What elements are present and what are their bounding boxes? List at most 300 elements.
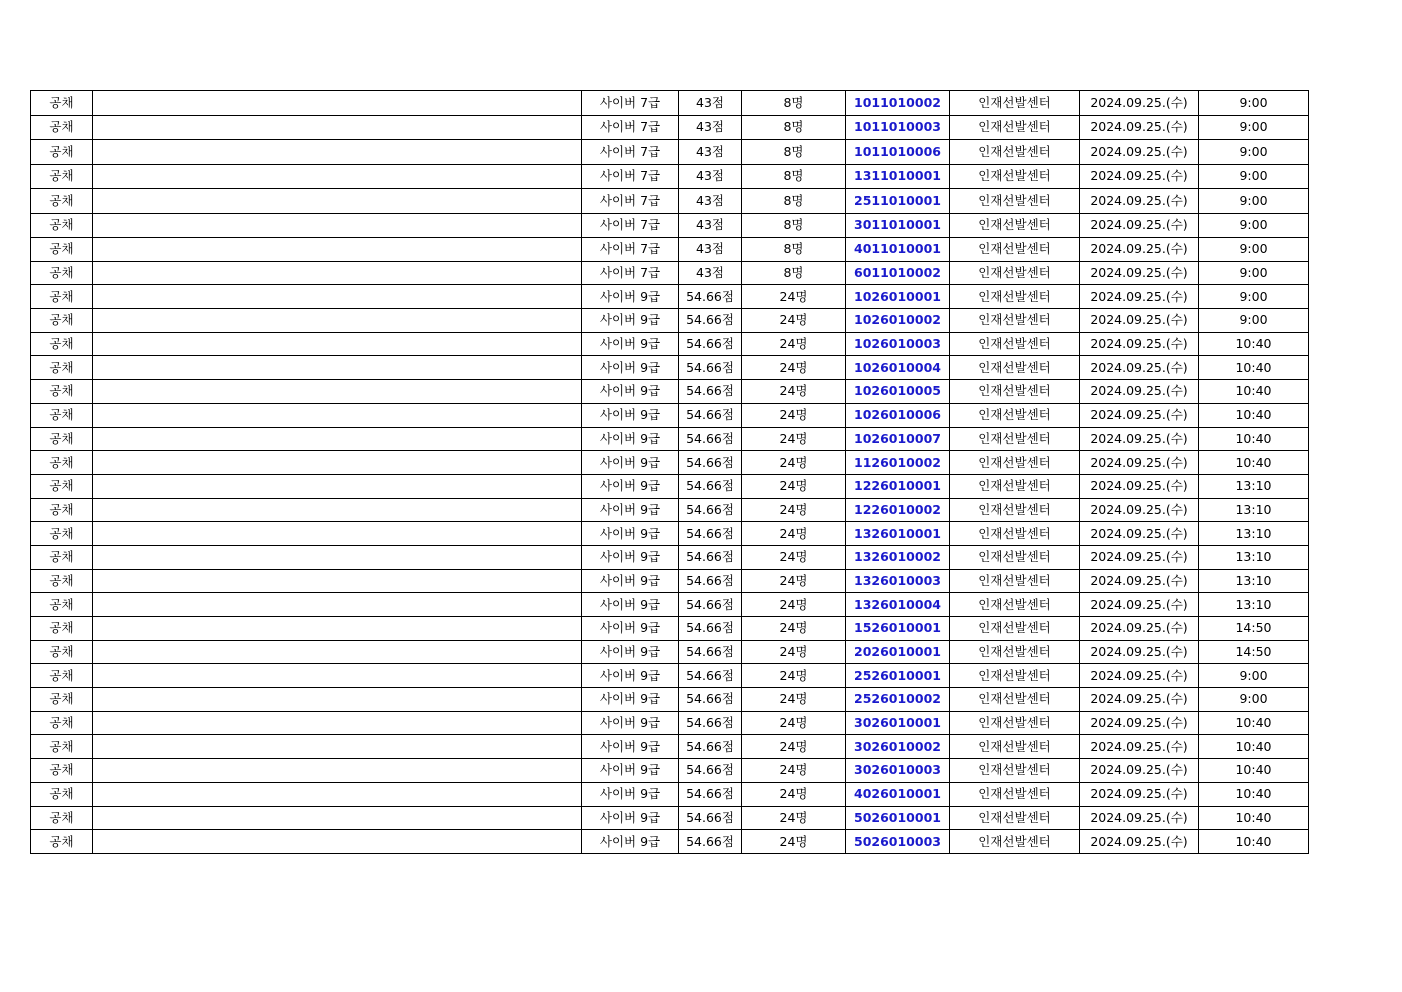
table-row	[31, 380, 1309, 404]
exam-code-cell: 1026010003	[846, 332, 950, 356]
exam-code-cell: 3026010002	[846, 735, 950, 759]
count-cell: 24명	[742, 451, 846, 475]
blank-cell	[93, 830, 582, 854]
exam-code-cell: 1011010006	[846, 140, 950, 165]
cutoff-score-cell: 54.66점	[679, 569, 742, 593]
grade-cell: 사이버 9급	[582, 427, 679, 451]
center-cell: 인재선발센터	[950, 711, 1080, 735]
grade-cell: 사이버 9급	[582, 593, 679, 617]
grade-cell: 사이버 9급	[582, 569, 679, 593]
exam-code-cell: 1326010002	[846, 545, 950, 569]
count-cell: 24명	[742, 759, 846, 783]
grade-cell: 사이버 9급	[582, 545, 679, 569]
grade-cell: 사이버 7급	[582, 189, 679, 214]
blank-cell	[93, 617, 582, 641]
center-cell: 인재선발센터	[950, 545, 1080, 569]
cutoff-score-cell: 43점	[679, 164, 742, 189]
count-cell: 8명	[742, 140, 846, 165]
exam-code-cell: 1326010001	[846, 522, 950, 546]
table-row	[31, 356, 1309, 380]
blank-cell	[93, 688, 582, 712]
recruit-type-cell: 공채	[31, 164, 93, 189]
table-row	[31, 238, 1309, 262]
count-cell: 24명	[742, 285, 846, 309]
date-cell: 2024.09.25.(수)	[1080, 830, 1199, 854]
count-cell: 24명	[742, 735, 846, 759]
blank-cell	[93, 451, 582, 475]
exam-code-cell: 1026010005	[846, 380, 950, 404]
cutoff-score-cell: 43점	[679, 189, 742, 214]
time-cell: 10:40	[1199, 735, 1309, 759]
date-cell: 2024.09.25.(수)	[1080, 451, 1199, 475]
date-cell: 2024.09.25.(수)	[1080, 115, 1199, 140]
recruit-type-cell: 공채	[31, 640, 93, 664]
date-cell: 2024.09.25.(수)	[1080, 640, 1199, 664]
blank-cell	[93, 569, 582, 593]
time-cell: 9:00	[1199, 213, 1309, 238]
grade-cell: 사이버 9급	[582, 332, 679, 356]
exam-code-cell: 1226010001	[846, 474, 950, 498]
center-cell: 인재선발센터	[950, 569, 1080, 593]
time-cell: 13:10	[1199, 474, 1309, 498]
center-cell: 인재선발센터	[950, 309, 1080, 333]
recruit-type-cell: 공채	[31, 830, 93, 854]
center-cell: 인재선발센터	[950, 238, 1080, 262]
count-cell: 24명	[742, 403, 846, 427]
recruit-type-cell: 공채	[31, 309, 93, 333]
grade-cell: 사이버 9급	[582, 711, 679, 735]
recruit-type-cell: 공채	[31, 285, 93, 309]
blank-cell	[93, 664, 582, 688]
cutoff-score-cell: 54.66점	[679, 545, 742, 569]
cutoff-score-cell: 54.66점	[679, 309, 742, 333]
count-cell: 8명	[742, 261, 846, 285]
center-cell: 인재선발센터	[950, 261, 1080, 285]
count-cell: 24명	[742, 640, 846, 664]
exam-code-cell: 1011010002	[846, 91, 950, 116]
cutoff-score-cell: 54.66점	[679, 688, 742, 712]
count-cell: 24명	[742, 617, 846, 641]
recruit-type-cell: 공채	[31, 474, 93, 498]
date-cell: 2024.09.25.(수)	[1080, 782, 1199, 806]
table-row	[31, 782, 1309, 806]
time-cell: 14:50	[1199, 640, 1309, 664]
cutoff-score-cell: 54.66점	[679, 759, 742, 783]
table-row	[31, 498, 1309, 522]
table-row	[31, 140, 1309, 165]
date-cell: 2024.09.25.(수)	[1080, 474, 1199, 498]
table-row	[31, 617, 1309, 641]
date-cell: 2024.09.25.(수)	[1080, 735, 1199, 759]
blank-cell	[93, 332, 582, 356]
cutoff-score-cell: 43점	[679, 115, 742, 140]
center-cell: 인재선발센터	[950, 356, 1080, 380]
date-cell: 2024.09.25.(수)	[1080, 332, 1199, 356]
recruit-type-cell: 공채	[31, 140, 93, 165]
center-cell: 인재선발센터	[950, 522, 1080, 546]
date-cell: 2024.09.25.(수)	[1080, 356, 1199, 380]
grade-cell: 사이버 7급	[582, 115, 679, 140]
time-cell: 9:00	[1199, 189, 1309, 214]
time-cell: 9:00	[1199, 688, 1309, 712]
blank-cell	[93, 759, 582, 783]
recruit-type-cell: 공채	[31, 688, 93, 712]
grade-cell: 사이버 9급	[582, 782, 679, 806]
count-cell: 8명	[742, 189, 846, 214]
results-table	[30, 90, 1309, 854]
exam-code-cell: 2511010001	[846, 189, 950, 214]
date-cell: 2024.09.25.(수)	[1080, 164, 1199, 189]
blank-cell	[93, 782, 582, 806]
exam-code-cell: 1026010007	[846, 427, 950, 451]
center-cell: 인재선발센터	[950, 759, 1080, 783]
grade-cell: 사이버 9급	[582, 285, 679, 309]
date-cell: 2024.09.25.(수)	[1080, 711, 1199, 735]
center-cell: 인재선발센터	[950, 735, 1080, 759]
cutoff-score-cell: 54.66점	[679, 735, 742, 759]
exam-code-cell: 3026010001	[846, 711, 950, 735]
cutoff-score-cell: 54.66점	[679, 617, 742, 641]
grade-cell: 사이버 7급	[582, 164, 679, 189]
time-cell: 10:40	[1199, 356, 1309, 380]
recruit-type-cell: 공채	[31, 427, 93, 451]
table-row	[31, 164, 1309, 189]
table-row	[31, 640, 1309, 664]
center-cell: 인재선발센터	[950, 213, 1080, 238]
count-cell: 24명	[742, 522, 846, 546]
date-cell: 2024.09.25.(수)	[1080, 569, 1199, 593]
date-cell: 2024.09.25.(수)	[1080, 498, 1199, 522]
blank-cell	[93, 593, 582, 617]
center-cell: 인재선발센터	[950, 140, 1080, 165]
recruit-type-cell: 공채	[31, 356, 93, 380]
cutoff-score-cell: 43점	[679, 140, 742, 165]
table-row	[31, 403, 1309, 427]
cutoff-score-cell: 43점	[679, 238, 742, 262]
recruit-type-cell: 공채	[31, 238, 93, 262]
center-cell: 인재선발센터	[950, 332, 1080, 356]
time-cell: 13:10	[1199, 569, 1309, 593]
grade-cell: 사이버 9급	[582, 451, 679, 475]
count-cell: 24명	[742, 688, 846, 712]
recruit-type-cell: 공채	[31, 545, 93, 569]
recruit-type-cell: 공채	[31, 261, 93, 285]
recruit-type-cell: 공채	[31, 189, 93, 214]
time-cell: 10:40	[1199, 403, 1309, 427]
grade-cell: 사이버 9급	[582, 309, 679, 333]
center-cell: 인재선발센터	[950, 427, 1080, 451]
blank-cell	[93, 213, 582, 238]
exam-code-cell: 1326010003	[846, 569, 950, 593]
cutoff-score-cell: 54.66점	[679, 380, 742, 404]
blank-cell	[93, 91, 582, 116]
recruit-type-cell: 공채	[31, 522, 93, 546]
grade-cell: 사이버 7급	[582, 213, 679, 238]
center-cell: 인재선발센터	[950, 380, 1080, 404]
recruit-type-cell: 공채	[31, 380, 93, 404]
blank-cell	[93, 189, 582, 214]
exam-code-cell: 1026010004	[846, 356, 950, 380]
table-row	[31, 427, 1309, 451]
date-cell: 2024.09.25.(수)	[1080, 380, 1199, 404]
recruit-type-cell: 공채	[31, 569, 93, 593]
date-cell: 2024.09.25.(수)	[1080, 285, 1199, 309]
time-cell: 13:10	[1199, 522, 1309, 546]
time-cell: 9:00	[1199, 91, 1309, 116]
blank-cell	[93, 356, 582, 380]
recruit-type-cell: 공채	[31, 617, 93, 641]
exam-code-cell: 1026010001	[846, 285, 950, 309]
count-cell: 24명	[742, 332, 846, 356]
exam-code-cell: 5026010001	[846, 806, 950, 830]
cutoff-score-cell: 54.66점	[679, 830, 742, 854]
recruit-type-cell: 공채	[31, 711, 93, 735]
table-row	[31, 213, 1309, 238]
count-cell: 24명	[742, 782, 846, 806]
table-row	[31, 285, 1309, 309]
grade-cell: 사이버 9급	[582, 356, 679, 380]
count-cell: 24명	[742, 356, 846, 380]
count-cell: 24명	[742, 569, 846, 593]
cutoff-score-cell: 54.66점	[679, 593, 742, 617]
cutoff-score-cell: 54.66점	[679, 356, 742, 380]
cutoff-score-cell: 54.66점	[679, 451, 742, 475]
exam-code-cell: 2526010001	[846, 664, 950, 688]
grade-cell: 사이버 7급	[582, 91, 679, 116]
count-cell: 24명	[742, 664, 846, 688]
center-cell: 인재선발센터	[950, 593, 1080, 617]
grade-cell: 사이버 9급	[582, 664, 679, 688]
grade-cell: 사이버 9급	[582, 380, 679, 404]
time-cell: 10:40	[1199, 451, 1309, 475]
table-row	[31, 593, 1309, 617]
date-cell: 2024.09.25.(수)	[1080, 213, 1199, 238]
table-row	[31, 189, 1309, 214]
count-cell: 24명	[742, 830, 846, 854]
table-row	[31, 711, 1309, 735]
time-cell: 9:00	[1199, 140, 1309, 165]
center-cell: 인재선발센터	[950, 664, 1080, 688]
cutoff-score-cell: 54.66점	[679, 806, 742, 830]
time-cell: 9:00	[1199, 664, 1309, 688]
recruit-type-cell: 공채	[31, 806, 93, 830]
cutoff-score-cell: 43점	[679, 261, 742, 285]
date-cell: 2024.09.25.(수)	[1080, 759, 1199, 783]
blank-cell	[93, 522, 582, 546]
blank-cell	[93, 735, 582, 759]
blank-cell	[93, 164, 582, 189]
time-cell: 9:00	[1199, 164, 1309, 189]
exam-code-cell: 4011010001	[846, 238, 950, 262]
exam-code-cell: 1526010001	[846, 617, 950, 641]
count-cell: 8명	[742, 213, 846, 238]
exam-code-cell: 4026010001	[846, 782, 950, 806]
blank-cell	[93, 403, 582, 427]
time-cell: 9:00	[1199, 309, 1309, 333]
time-cell: 14:50	[1199, 617, 1309, 641]
time-cell: 9:00	[1199, 285, 1309, 309]
center-cell: 인재선발센터	[950, 403, 1080, 427]
table-row	[31, 759, 1309, 783]
blank-cell	[93, 261, 582, 285]
recruit-type-cell: 공채	[31, 91, 93, 116]
grade-cell: 사이버 9급	[582, 759, 679, 783]
recruit-type-cell: 공채	[31, 332, 93, 356]
center-cell: 인재선발센터	[950, 688, 1080, 712]
cutoff-score-cell: 54.66점	[679, 782, 742, 806]
blank-cell	[93, 498, 582, 522]
grade-cell: 사이버 9급	[582, 474, 679, 498]
cutoff-score-cell: 54.66점	[679, 664, 742, 688]
grade-cell: 사이버 9급	[582, 498, 679, 522]
table-row	[31, 261, 1309, 285]
date-cell: 2024.09.25.(수)	[1080, 427, 1199, 451]
table-row	[31, 474, 1309, 498]
date-cell: 2024.09.25.(수)	[1080, 688, 1199, 712]
time-cell: 13:10	[1199, 498, 1309, 522]
blank-cell	[93, 140, 582, 165]
blank-cell	[93, 474, 582, 498]
count-cell: 24명	[742, 806, 846, 830]
cutoff-score-cell: 43점	[679, 91, 742, 116]
center-cell: 인재선발센터	[950, 640, 1080, 664]
time-cell: 10:40	[1199, 380, 1309, 404]
table-row	[31, 91, 1309, 116]
recruit-type-cell: 공채	[31, 735, 93, 759]
date-cell: 2024.09.25.(수)	[1080, 403, 1199, 427]
table-row	[31, 522, 1309, 546]
date-cell: 2024.09.25.(수)	[1080, 189, 1199, 214]
blank-cell	[93, 806, 582, 830]
cutoff-score-cell: 54.66점	[679, 285, 742, 309]
exam-code-cell: 1326010004	[846, 593, 950, 617]
recruit-type-cell: 공채	[31, 115, 93, 140]
center-cell: 인재선발센터	[950, 498, 1080, 522]
cutoff-score-cell: 54.66점	[679, 332, 742, 356]
time-cell: 13:10	[1199, 593, 1309, 617]
count-cell: 8명	[742, 164, 846, 189]
blank-cell	[93, 238, 582, 262]
grade-cell: 사이버 9급	[582, 830, 679, 854]
exam-code-cell: 1011010003	[846, 115, 950, 140]
exam-code-cell: 3011010001	[846, 213, 950, 238]
table-row	[31, 830, 1309, 854]
time-cell: 9:00	[1199, 261, 1309, 285]
table-row	[31, 332, 1309, 356]
grade-cell: 사이버 9급	[582, 403, 679, 427]
count-cell: 24명	[742, 309, 846, 333]
center-cell: 인재선발센터	[950, 806, 1080, 830]
time-cell: 10:40	[1199, 806, 1309, 830]
exam-code-cell: 3026010003	[846, 759, 950, 783]
table-row	[31, 806, 1309, 830]
time-cell: 9:00	[1199, 115, 1309, 140]
recruit-type-cell: 공채	[31, 213, 93, 238]
date-cell: 2024.09.25.(수)	[1080, 522, 1199, 546]
table-row	[31, 688, 1309, 712]
recruit-type-cell: 공채	[31, 759, 93, 783]
date-cell: 2024.09.25.(수)	[1080, 238, 1199, 262]
exam-code-cell: 6011010002	[846, 261, 950, 285]
time-cell: 10:40	[1199, 332, 1309, 356]
time-cell: 10:40	[1199, 427, 1309, 451]
table-row	[31, 569, 1309, 593]
recruit-type-cell: 공채	[31, 403, 93, 427]
table-row	[31, 664, 1309, 688]
recruit-type-cell: 공채	[31, 451, 93, 475]
exam-code-cell: 2526010002	[846, 688, 950, 712]
exam-code-cell: 1026010006	[846, 403, 950, 427]
recruit-type-cell: 공채	[31, 664, 93, 688]
count-cell: 24명	[742, 427, 846, 451]
count-cell: 8명	[742, 115, 846, 140]
time-cell: 13:10	[1199, 545, 1309, 569]
grade-cell: 사이버 7급	[582, 238, 679, 262]
exam-code-cell: 1226010002	[846, 498, 950, 522]
center-cell: 인재선발센터	[950, 830, 1080, 854]
table-row	[31, 545, 1309, 569]
date-cell: 2024.09.25.(수)	[1080, 593, 1199, 617]
count-cell: 24명	[742, 474, 846, 498]
center-cell: 인재선발센터	[950, 474, 1080, 498]
table-row	[31, 451, 1309, 475]
exam-code-cell: 5026010003	[846, 830, 950, 854]
date-cell: 2024.09.25.(수)	[1080, 806, 1199, 830]
date-cell: 2024.09.25.(수)	[1080, 545, 1199, 569]
center-cell: 인재선발센터	[950, 451, 1080, 475]
time-cell: 10:40	[1199, 711, 1309, 735]
recruit-type-cell: 공채	[31, 593, 93, 617]
time-cell: 10:40	[1199, 830, 1309, 854]
table-row	[31, 115, 1309, 140]
center-cell: 인재선발센터	[950, 782, 1080, 806]
count-cell: 8명	[742, 238, 846, 262]
exam-code-cell: 2026010001	[846, 640, 950, 664]
cutoff-score-cell: 54.66점	[679, 403, 742, 427]
blank-cell	[93, 427, 582, 451]
blank-cell	[93, 545, 582, 569]
blank-cell	[93, 309, 582, 333]
recruit-type-cell: 공채	[31, 782, 93, 806]
blank-cell	[93, 640, 582, 664]
table-row	[31, 309, 1309, 333]
cutoff-score-cell: 54.66점	[679, 640, 742, 664]
blank-cell	[93, 285, 582, 309]
grade-cell: 사이버 9급	[582, 617, 679, 641]
grade-cell: 사이버 9급	[582, 735, 679, 759]
center-cell: 인재선발센터	[950, 285, 1080, 309]
grade-cell: 사이버 7급	[582, 140, 679, 165]
cutoff-score-cell: 54.66점	[679, 427, 742, 451]
blank-cell	[93, 380, 582, 404]
center-cell: 인재선발센터	[950, 115, 1080, 140]
center-cell: 인재선발센터	[950, 617, 1080, 641]
exam-code-cell: 1026010002	[846, 309, 950, 333]
grade-cell: 사이버 9급	[582, 522, 679, 546]
time-cell: 10:40	[1199, 759, 1309, 783]
grade-cell: 사이버 9급	[582, 688, 679, 712]
cutoff-score-cell: 54.66점	[679, 711, 742, 735]
time-cell: 9:00	[1199, 238, 1309, 262]
count-cell: 24명	[742, 380, 846, 404]
center-cell: 인재선발센터	[950, 164, 1080, 189]
date-cell: 2024.09.25.(수)	[1080, 91, 1199, 116]
date-cell: 2024.09.25.(수)	[1080, 261, 1199, 285]
blank-cell	[93, 115, 582, 140]
table-row	[31, 735, 1309, 759]
blank-cell	[93, 711, 582, 735]
date-cell: 2024.09.25.(수)	[1080, 309, 1199, 333]
